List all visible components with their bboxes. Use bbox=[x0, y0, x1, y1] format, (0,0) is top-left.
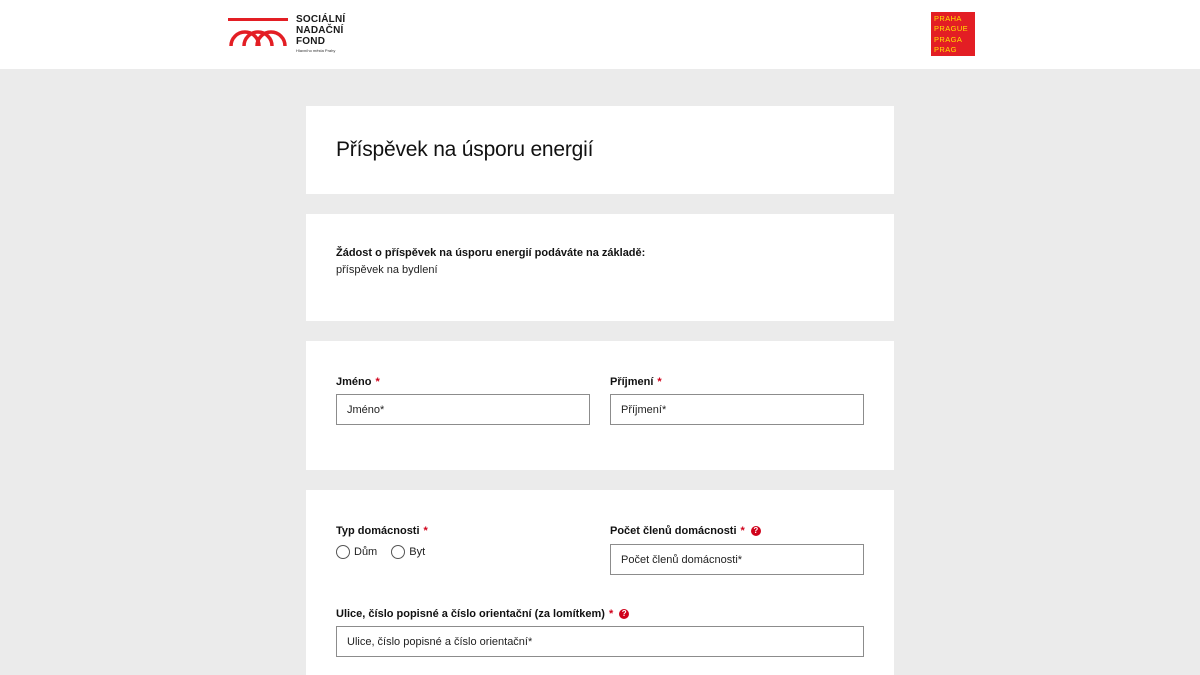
radio-label-apartment: Byt bbox=[409, 546, 426, 558]
required-asterisk: * bbox=[657, 376, 662, 388]
street-label bbox=[336, 608, 629, 620]
application-basis-label: Žádost o příspěvek na úsporu energií podáváte na základě: bbox=[336, 247, 646, 259]
prague-logo-row: PRAG bbox=[934, 44, 957, 54]
household-members-label bbox=[610, 525, 761, 537]
site-header bbox=[0, 0, 1200, 69]
required-asterisk: * bbox=[740, 525, 745, 537]
last-name-input[interactable] bbox=[610, 394, 864, 425]
question-circle-icon[interactable]: ? bbox=[751, 526, 761, 536]
street-input[interactable] bbox=[336, 626, 864, 657]
question-circle-icon[interactable]: ? bbox=[619, 609, 629, 619]
prague-logo-row: PRAHA bbox=[934, 14, 962, 23]
prague-logo-row: PRAGA bbox=[934, 34, 963, 44]
logo-line-2: NADAČNÍ bbox=[296, 25, 344, 36]
social-fund-logo[interactable] bbox=[228, 14, 345, 54]
household-members-label-text: Počet členů domácnosti bbox=[610, 525, 737, 537]
first-name-label-text: Jméno bbox=[336, 376, 372, 388]
last-name-label bbox=[610, 376, 662, 388]
logo-subtitle: Hlavního města Prahy bbox=[296, 48, 336, 53]
required-asterisk: * bbox=[608, 608, 614, 620]
logo-line-1: SOCIÁLNÍ bbox=[296, 14, 346, 25]
prague-logo-row: PRAGUE bbox=[934, 24, 969, 34]
title-card bbox=[306, 106, 894, 194]
application-basis-value: příspěvek na bydlení bbox=[336, 264, 438, 276]
radio-option-apartment[interactable] bbox=[391, 545, 425, 559]
household-members-input[interactable] bbox=[610, 544, 864, 575]
required-asterisk: * bbox=[423, 525, 428, 537]
logo-text bbox=[296, 14, 345, 54]
name-card bbox=[306, 341, 894, 470]
logo-line-3: FOND bbox=[296, 36, 326, 47]
last-name-label-text: Příjmení bbox=[610, 376, 654, 388]
household-type-label bbox=[336, 525, 428, 537]
first-name-label bbox=[336, 376, 380, 388]
radio-option-house[interactable] bbox=[336, 545, 377, 559]
info-card bbox=[306, 214, 894, 321]
household-type-label-text: Typ domácnosti bbox=[336, 525, 420, 537]
page-title: Příspěvek na úsporu energií bbox=[336, 138, 594, 161]
prague-logo[interactable] bbox=[931, 12, 975, 56]
household-type-radio-group bbox=[336, 545, 439, 559]
radio-button[interactable] bbox=[336, 545, 350, 559]
radio-label-house: Dům bbox=[354, 546, 378, 558]
arches-icon bbox=[228, 14, 288, 48]
radio-button[interactable] bbox=[391, 545, 405, 559]
street-label-text: Ulice, číslo popisné a číslo orientační (za lomítkem) bbox=[336, 608, 605, 620]
required-asterisk: * bbox=[375, 376, 380, 388]
first-name-input[interactable] bbox=[336, 394, 590, 425]
household-card bbox=[306, 490, 894, 675]
